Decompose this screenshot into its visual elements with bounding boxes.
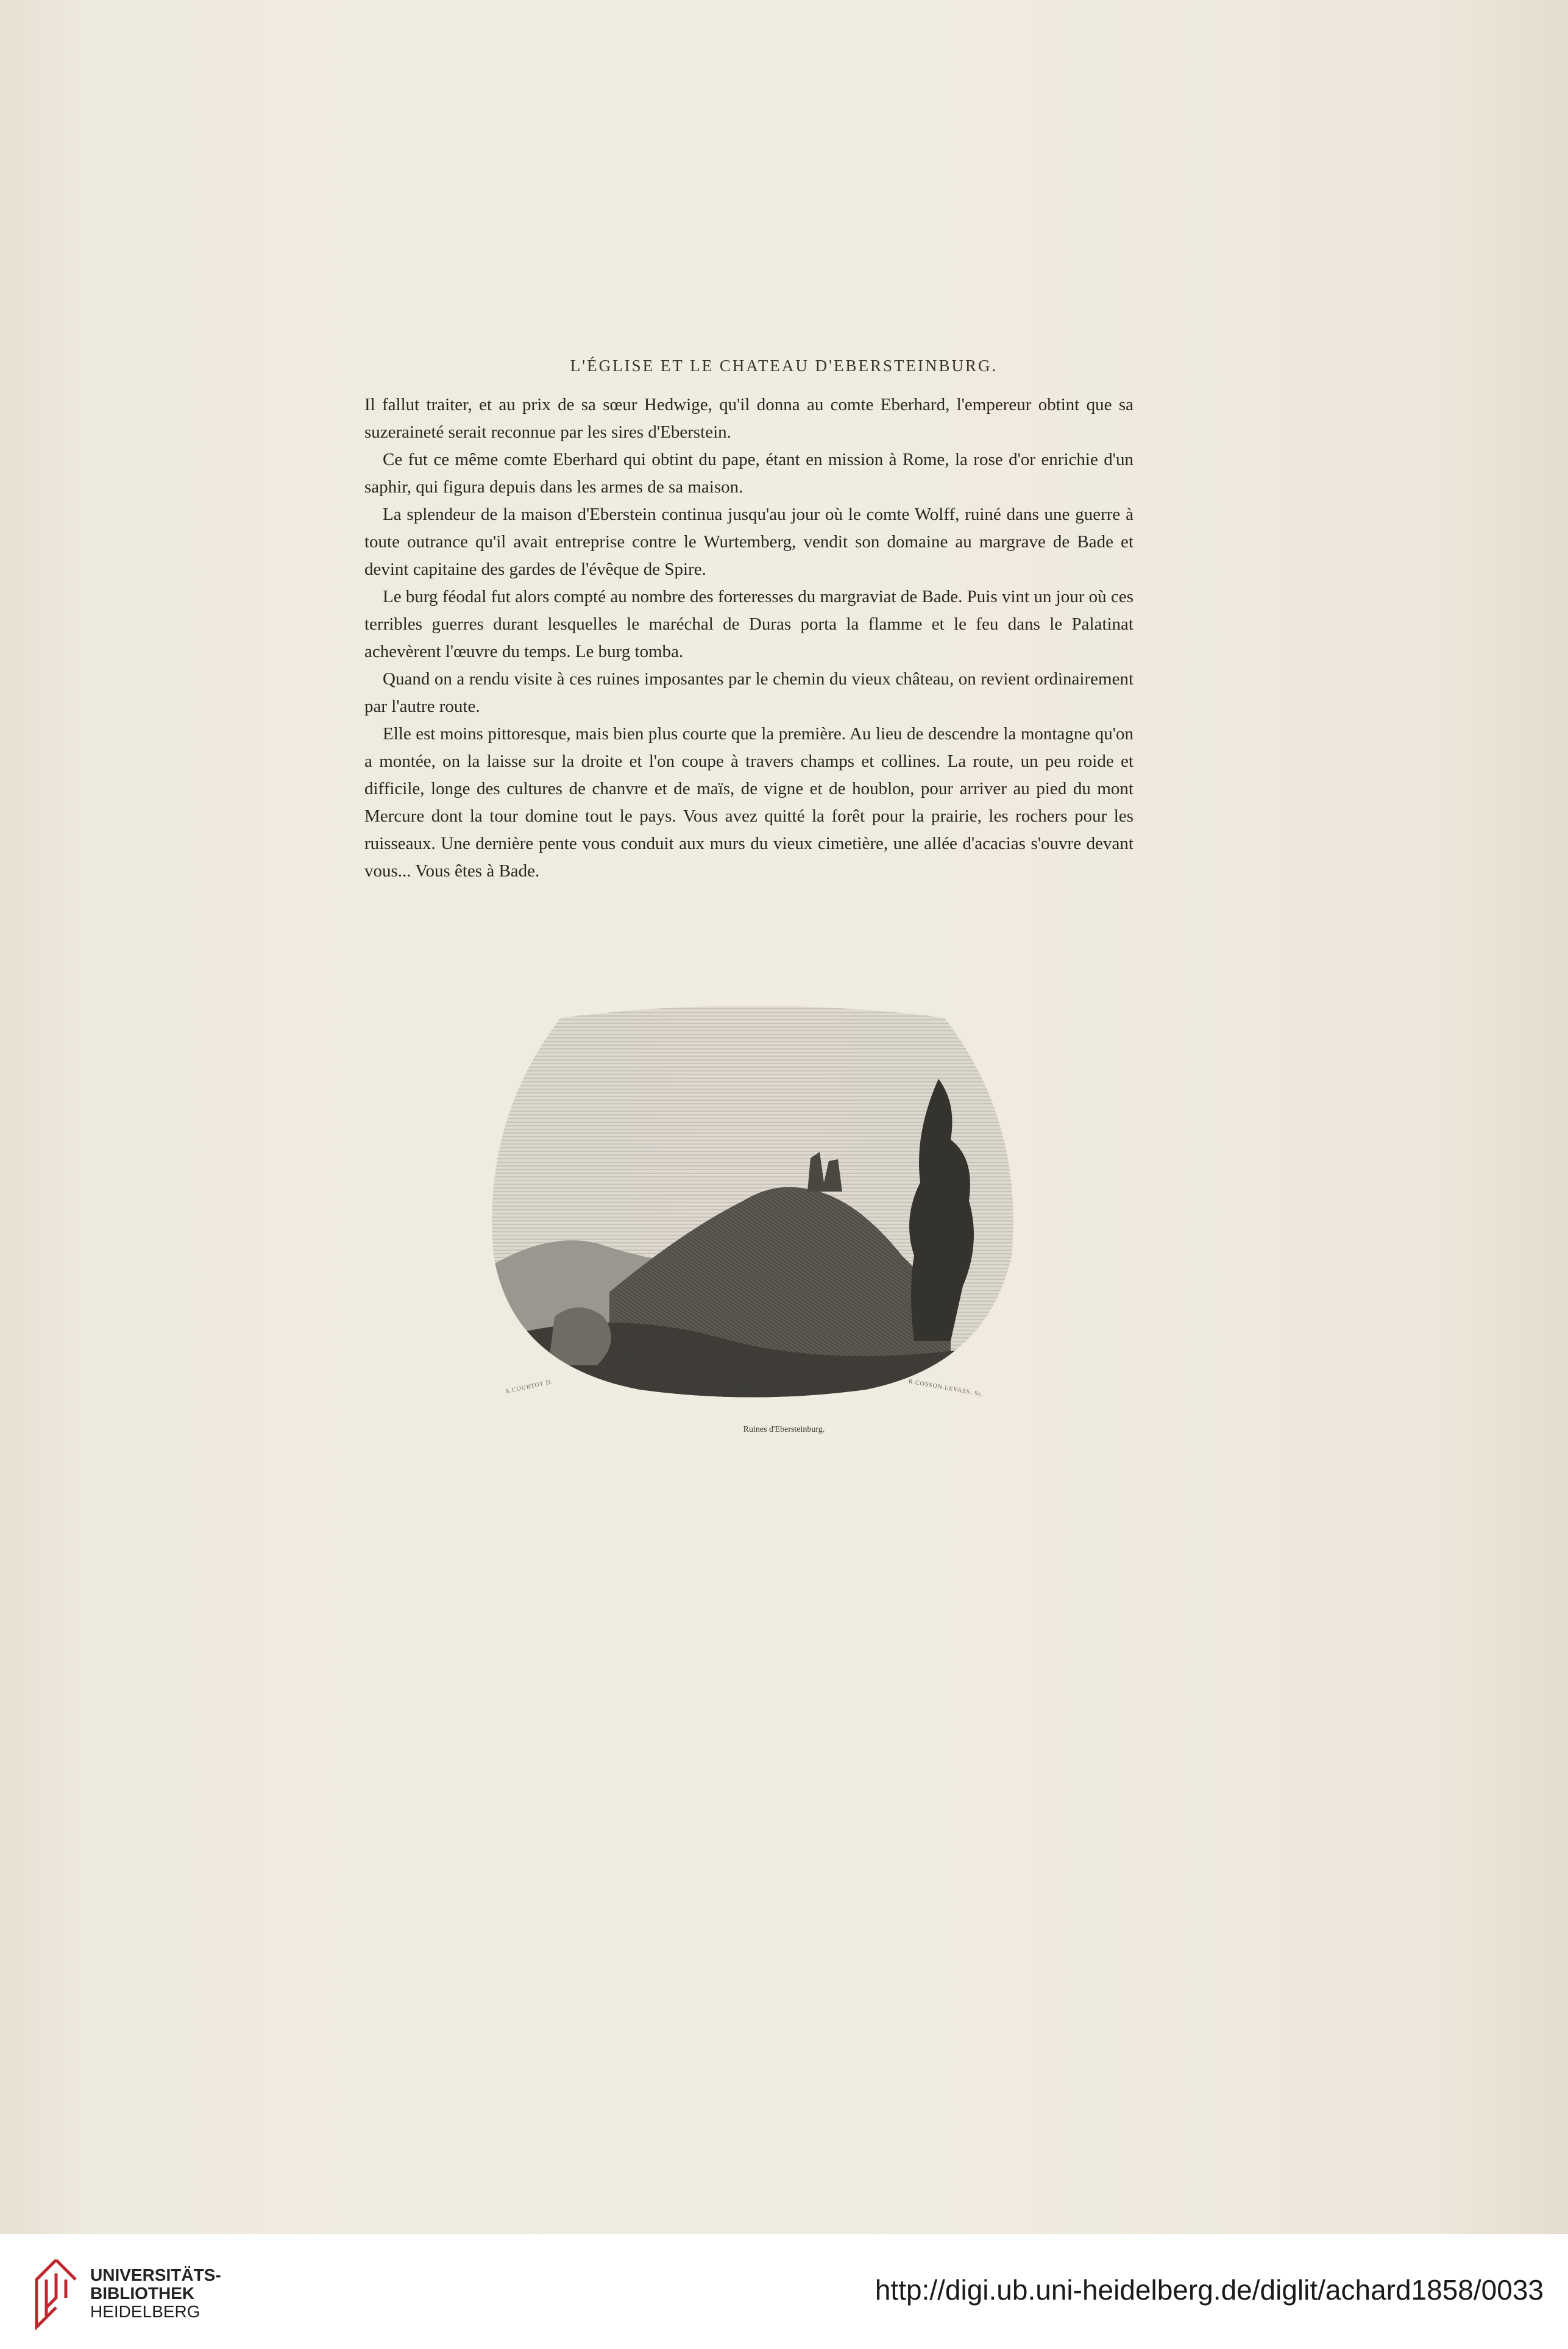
paragraph: Il fallut traiter, et au prix de sa sœur Hedwige, qu'il donna au comte Eberhard, l'empereur obtint que sa suzeraineté serait reconnue par les sires d'Eberstein. — [364, 395, 1133, 442]
paragraph: Elle est moins pittoresque, mais bien plus courte que la première. Au lieu de descendre la montagne qu'on a montée, on la laisse sur la droite et l'on coupe à travers champs et collines. La route, un peu roide et difficile, longe des cultures de chanvre et de maïs, de vigne et de houblon, pour arriver au pied du mont Mercure dont la tour domine tout le pays. Vous avez quitté la forêt pour la prairie, les rochers pour les ruisseaux. Une dernière pente vous conduit aux murs du vieux cimetière, une allée d'acacias s'ouvre devant vous... Vous êtes à Bade. — [364, 724, 1133, 881]
running-head: L'ÉGLISE ET LE CHATEAU D'EBERSTEINBURG. — [570, 357, 998, 375]
library-name-line-2: BIBLIOTHEK — [90, 2284, 195, 2303]
library-name-line-3: HEIDELBERG — [90, 2302, 200, 2321]
paragraph: Ce fut ce même comte Eberhard qui obtint du pape, étant en mission à Rome, la rose d'or enrichie d'un saphir, qui figura depuis dans les armes de sa maison. — [364, 450, 1133, 497]
library-name — [90, 2266, 221, 2321]
figure-caption: Ruines d'Ebersteinburg. — [743, 1425, 825, 1434]
paragraph: La splendeur de la maison d'Eberstein continua jusqu'au jour où le comte Wolff, ruiné dans une guerre à toute outrance qu'il avait entreprise contre le Wurtemberg, vendit son domaine au margrave de Bade et devint capitaine des gardes de l'évêque de Spire. — [364, 505, 1133, 579]
paragraph: Le burg féodal fut alors compté au nombre des forteresses du margraviat de Bade. Puis vint un jour où ces terribles guerres durant lesquelles le maréchal de Duras porta la flamme et le feu dans le Palatinat achevèrent l'œuvre du temps. Le burg tomba. — [364, 587, 1133, 661]
engraving-credit-left: A.COURTOT D. — [504, 1378, 554, 1396]
library-logo-icon — [32, 2255, 82, 2334]
paragraph: Quand on a rendu visite à ces ruines imposantes par le chemin du vieux château, on revient ordinairement par l'autre route. — [364, 669, 1133, 716]
engraving-ruins-ebersteinburg — [488, 1000, 1018, 1405]
body-text — [364, 391, 1133, 885]
source-url[interactable]: http://digi.ub.uni-heidelberg.de/diglit/achard1858/0033 — [874, 2274, 1544, 2306]
engraving-credit-right: R.COSSON.LEVASS. Sc. — [907, 1378, 985, 1398]
library-name-line-1: UNIVERSITÄTS- — [90, 2265, 221, 2284]
